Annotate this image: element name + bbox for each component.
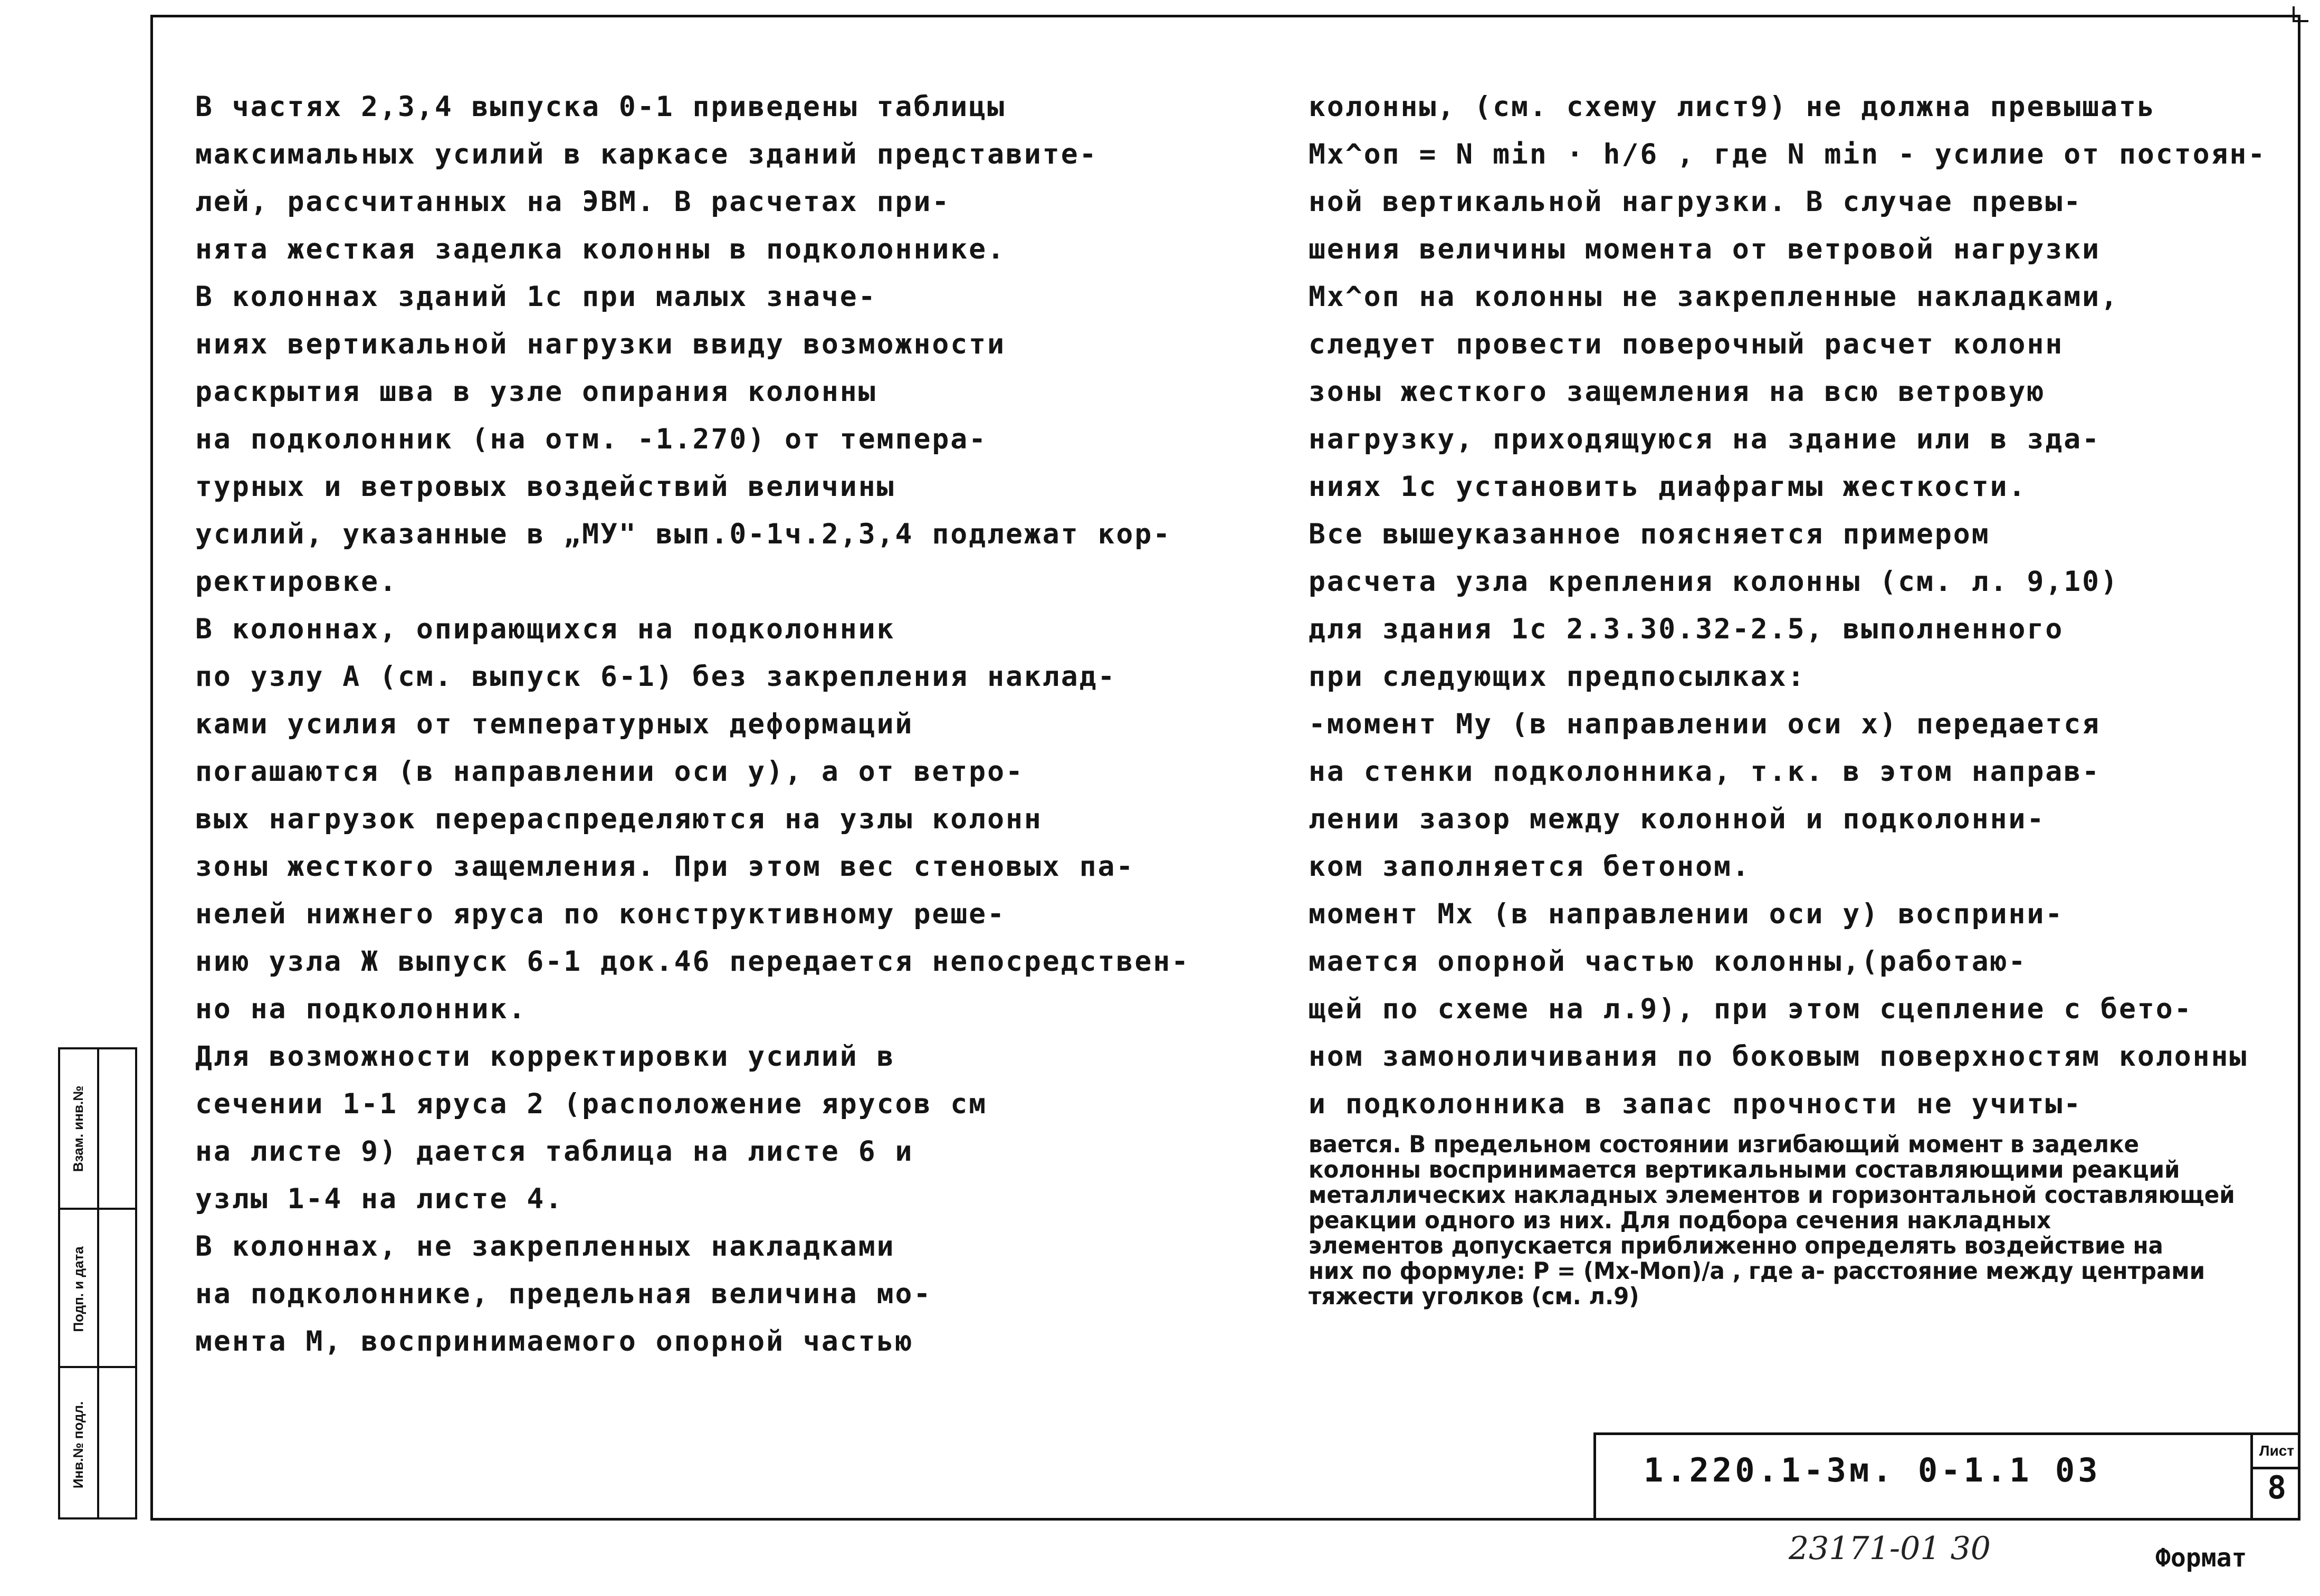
text-line: мента М, воспринимаемого опорной частью <box>195 1325 914 1358</box>
text-line: ниях 1с установить диафрагмы жесткости. <box>1309 471 2027 503</box>
text-line: элементов допускается приближенно определять воздействие на <box>1309 1231 2163 1259</box>
text-line: зоны жесткого защемления. При этом вес стеновых па- <box>195 850 1135 883</box>
text-line: усилий, указанные в „МУ" вып.0-1ч.2,3,4 подлежат кор- <box>195 518 1172 550</box>
text-line: на стенки подколонника, т.к. в этом направ- <box>1309 756 2101 788</box>
text-line: ном замоноличивания по боковым поверхностям колонны <box>1309 1040 2248 1073</box>
sheet-label: Лист <box>2253 1435 2300 1469</box>
text-line: нагрузку, приходящуюся на здание или в зда- <box>1309 423 2101 455</box>
text-line: узлы 1-4 на листе 4. <box>195 1183 564 1215</box>
text-line: В колоннах, опирающихся на подколонник <box>195 613 895 645</box>
text-line: на листе 9) дается таблица на листе 6 и <box>195 1135 914 1168</box>
text-line: сечении 1-1 яруса 2 (расположение ярусов см <box>195 1088 988 1120</box>
text-line: тяжести уголков (см. л.9) <box>1309 1282 1639 1310</box>
text-line: следует провести поверочный расчет колонн <box>1309 328 2064 360</box>
title-block <box>1593 1432 2300 1521</box>
format-label: Формат <box>2155 1543 2247 1573</box>
text-line: них по формуле: P = (Mx-Mоп)/a , где a- расстояние между центрами <box>1309 1257 2206 1285</box>
text-line: ректировке. <box>195 566 398 598</box>
text-line: но на подколонник. <box>195 993 527 1025</box>
text-line: колонны воспринимается вертикальными составляющими реакций <box>1309 1155 2180 1183</box>
text-line: В частях 2,3,4 выпуска 0-1 приведены таблицы <box>195 91 1006 123</box>
text-line: нию узла Ж выпуск 6-1 док.46 передается непосредствен- <box>195 945 1190 978</box>
binding-cell-2 <box>60 1208 135 1366</box>
text-line: В колоннах зданий 1с при малых значе- <box>195 281 877 313</box>
text-line: при следующих предпосылках: <box>1309 661 1806 693</box>
text-line: нелей нижнего яруса по конструктивному реше- <box>195 898 1006 930</box>
text-line: Все вышеуказанное поясняется примером <box>1309 518 1990 550</box>
text-line: шения величины момента от ветровой нагрузки <box>1309 233 2101 265</box>
corner-tick <box>2293 6 2308 22</box>
inventory-number: 23171-01 30 <box>1789 1530 1991 1567</box>
text-line: лении зазор между колонной и подколонни- <box>1309 803 2046 835</box>
text-line: для здания 1с 2.3.30.32-2.5, выполненного <box>1309 613 2064 645</box>
text-line: момент Mx (в направлении оси y) восприни- <box>1309 898 2064 930</box>
text-line: лей, рассчитанных на ЭВМ. В расчетах при- <box>195 186 951 218</box>
text-line: турных и ветровых воздействий величины <box>195 471 895 503</box>
text-line: ком заполняется бетоном. <box>1309 850 1751 883</box>
text-line: реакции одного из них. Для подбора сечения накладных <box>1309 1206 2051 1234</box>
text-line: -момент My (в направлении оси x) передается <box>1309 708 2101 740</box>
text-line: Mx^оп = N min · h/6 , где N min - усилие от постоян- <box>1309 138 2267 170</box>
binding-strip <box>58 1047 137 1519</box>
text-line: вых нагрузок перераспределяются на узлы колонн <box>195 803 1043 835</box>
text-line: по узлу А (см. выпуск 6-1) без закрепления наклад- <box>195 661 1116 693</box>
binding-cell-1 <box>60 1049 135 1208</box>
text-line: металлических накладных элементов и горизонтальной составляющей <box>1309 1181 2235 1209</box>
text-line: погашаются (в направлении оси y), а от ветро- <box>195 756 1024 788</box>
text-line: максимальных усилий в каркасе зданий представите- <box>195 138 1098 170</box>
text-line: раскрытия шва в узле опирания колонны <box>195 376 877 408</box>
text-line: щей по схеме на л.9), при этом сцепление с бето- <box>1309 993 2193 1025</box>
text-line: и подколонника в запас прочности не учиты- <box>1309 1088 2083 1120</box>
text-line: Mx^оп на колонны не закрепленные накладками, <box>1309 281 2119 313</box>
binding-label-3: Инв.№ подл. <box>70 1401 87 1489</box>
binding-label-1: Взам. инв.№ <box>70 1085 87 1172</box>
right-text-column <box>1309 83 2290 1308</box>
document-code: 1.220.1-3м. 0-1.1 03 <box>1644 1451 2101 1489</box>
text-line: вается. В предельном состоянии изгибающий момент в заделке <box>1309 1130 2139 1158</box>
text-line: мается опорной частью колонны,(работаю- <box>1309 945 2027 978</box>
text-line: ной вертикальной нагрузки. В случае превы- <box>1309 186 2083 218</box>
text-line: ками усилия от температурных деформаций <box>195 708 914 740</box>
binding-cell-3 <box>60 1366 135 1519</box>
text-line: Для возможности корректировки усилий в <box>195 1040 895 1073</box>
text-line: зоны жесткого защемления на всю ветровую <box>1309 376 2046 408</box>
text-line: нята жесткая заделка колонны в подколоннике. <box>195 233 1006 265</box>
text-line: В колоннах, не закрепленных накладками <box>195 1230 895 1263</box>
text-line: колонны, (см. схему лист9) не должна превышать <box>1309 91 2156 123</box>
text-line: на подколоннике, предельная величина мо- <box>195 1278 932 1310</box>
sheet-number: 8 <box>2267 1469 2287 1506</box>
left-text-column <box>195 83 1198 1365</box>
sheet-box <box>2250 1435 2300 1521</box>
text-line: расчета узла крепления колонны (см. л. 9,10) <box>1309 566 2119 598</box>
binding-label-2: Подп. и дата <box>70 1246 87 1332</box>
text-line: на подколонник (на отм. -1.270) от темпера- <box>195 423 988 455</box>
text-line: ниях вертикальной нагрузки ввиду возможности <box>195 328 1006 360</box>
